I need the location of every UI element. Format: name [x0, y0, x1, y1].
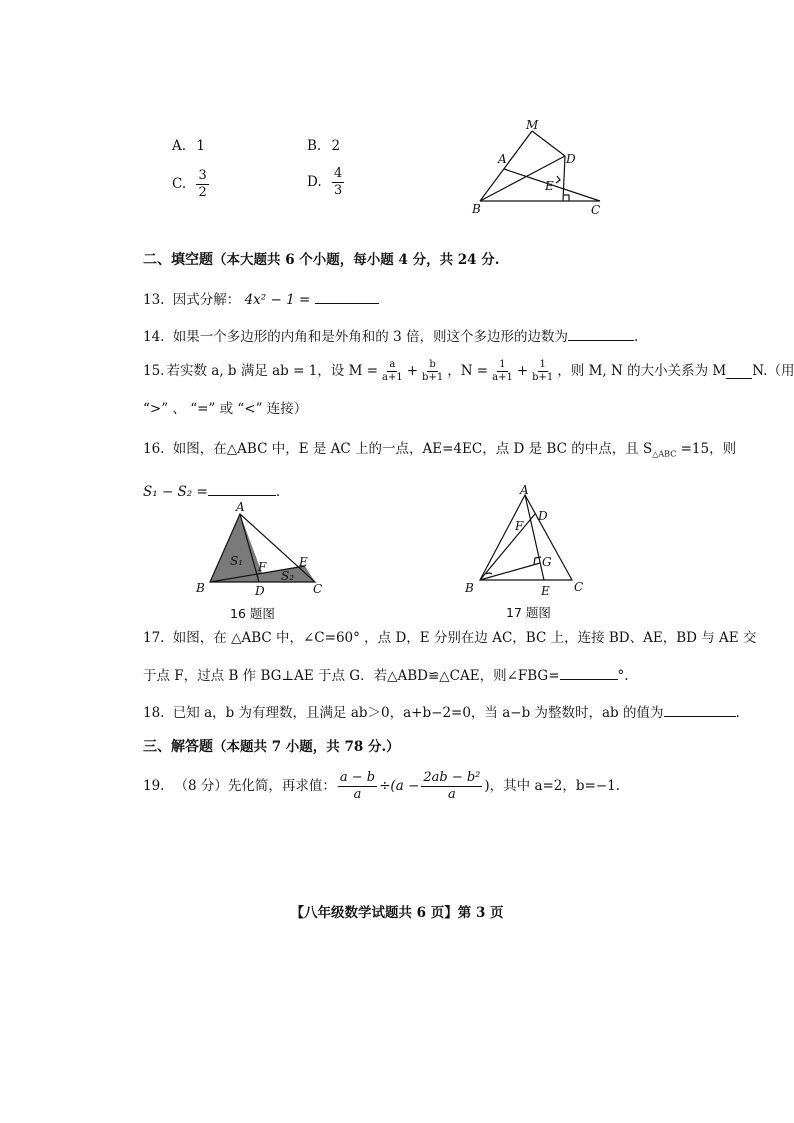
- q14-end: .: [633, 329, 639, 345]
- question-16-line-2: [143, 481, 280, 501]
- option-a-value: 1: [196, 138, 205, 154]
- fig-top-label-m: M: [526, 118, 539, 132]
- fig16-label-d: D: [255, 584, 265, 598]
- q19-f1-den: a: [353, 786, 362, 802]
- q18-end: .: [735, 705, 740, 721]
- fig16-label-b: B: [196, 581, 205, 595]
- question-19: [143, 766, 620, 806]
- fig17-label-f: F: [515, 519, 524, 533]
- q17-text: 如图，在 △ABC 中，∠C=60° ，点 D，E 分别在边 AC，BC 上，连接 BD、AE，BD 与 AE 交: [172, 630, 757, 646]
- section-2-header: [143, 251, 499, 269]
- question-17: [143, 629, 756, 647]
- q14-answer-blank: [568, 326, 634, 341]
- section-3-header: [143, 738, 400, 756]
- q16-text: 如图，在△ABC 中，E 是 AC 上的一点，AE=4EC，点 D 是 BC 的中点，且 S: [172, 441, 653, 457]
- q17-end: °.: [617, 668, 629, 684]
- q18-answer-blank: [664, 702, 736, 717]
- fig16-label-a: A: [236, 500, 245, 514]
- q13-expression: 4x² − 1 =: [244, 292, 311, 308]
- q19-number: 19.: [143, 778, 165, 794]
- page-footer: 【八年级数学试题共 6 页】第 3 页: [290, 905, 504, 921]
- option-b-label: B.: [307, 138, 322, 154]
- q19-fraction-1: [338, 770, 377, 803]
- q15-fraction-3: [490, 359, 515, 384]
- option-c-num: 3: [198, 168, 207, 183]
- option-c-label: C.: [172, 176, 187, 192]
- fig16-label-s2: S₂: [281, 569, 295, 583]
- question-14: [143, 326, 638, 346]
- q19-text: （8 分）先化简，再求值：: [174, 778, 336, 794]
- q14-number: 14.: [143, 329, 165, 345]
- figure-top: [460, 115, 620, 220]
- q19-f2-den: a: [447, 786, 456, 802]
- fig-top-label-c: C: [591, 203, 601, 217]
- option-b-value: 2: [331, 138, 341, 154]
- option-c: [172, 168, 211, 201]
- figure-17-caption: 17 题图: [506, 605, 551, 620]
- option-a: [172, 137, 205, 155]
- fig16-label-s1: S₁: [230, 554, 244, 568]
- q15-f2-den: b+1: [422, 371, 444, 383]
- q18-number: 18.: [143, 705, 165, 721]
- figure-16: [188, 500, 338, 600]
- q19-fraction-2: [421, 770, 482, 803]
- option-b: [307, 137, 340, 155]
- q15-f3-den: a+1: [492, 371, 513, 383]
- fig17-label-c: C: [574, 580, 584, 594]
- q19-f1-num: a − b: [339, 769, 376, 785]
- q15-text-1: 若实数 a, b 满足 ab = 1，设 M =: [166, 363, 379, 379]
- fig-top-label-a: A: [498, 152, 507, 166]
- q15-f3-num: 1: [499, 358, 506, 370]
- q16-answer-blank: [208, 481, 276, 496]
- q15-fraction-1: [380, 359, 405, 384]
- section-2-desc: （本大题共 6 个小题，每小题 4 分，共 24 分.: [213, 252, 500, 268]
- q16-subscript: △ABC: [652, 449, 677, 459]
- section-2-title: 二、填空题: [143, 252, 213, 268]
- option-c-den: 2: [198, 185, 207, 200]
- question-15-line-2: “>” 、 “=” 或 “<” 连接）: [143, 401, 308, 417]
- q15-f4-den: b+1: [532, 371, 554, 383]
- q16-number: 16.: [143, 441, 165, 457]
- q17-text-2: 于点 F，过点 B 作 BG⊥AE 于点 G．若△ABD≌△CAE，则∠FBG=: [143, 668, 560, 684]
- option-c-fraction: [196, 168, 208, 201]
- fig17-label-e: E: [541, 584, 550, 598]
- q15-f2-num: b: [429, 358, 436, 370]
- q18-text: 已知 a，b 为有理数，且满足 ab＞0，a+b−2=0，当 a−b 为整数时，ab 的值为: [172, 705, 664, 721]
- figure-16-caption: 16 题图: [230, 606, 275, 621]
- q15-fraction-2: [420, 359, 445, 384]
- fig17-label-g: G: [542, 555, 552, 569]
- q14-text: 如果一个多边形的内角和是外角和的 3 倍，则这个多边形的边数为: [172, 329, 568, 345]
- question-15: 15. 若实数 a, b 满足 ab = 1，设 M = $\frac{a}{a+1}$ + $\frac{b}{b+1}$ ，N = $\frac{1}{a+1}$ + $\frac{1}{b+1}$ ，则 M, N 的大小关系为 M N.（用: [143, 358, 794, 383]
- section-3-desc: （本题共 7 小题，共 78 分.）: [213, 739, 400, 755]
- option-d-fraction: [332, 166, 344, 199]
- q17-answer-blank: [560, 665, 618, 680]
- fig-top-label-b: B: [472, 202, 481, 216]
- option-d-num: 4: [333, 166, 343, 181]
- fig17-label-a: A: [520, 483, 529, 497]
- q15-f1-num: a: [389, 358, 396, 370]
- q15-number: 15.: [143, 363, 165, 379]
- option-a-label: A.: [172, 138, 187, 154]
- q19-f2-num: 2ab − b²: [423, 769, 481, 785]
- question-13: [143, 289, 379, 309]
- q16-text-2: =15，则: [676, 441, 737, 457]
- option-d: [307, 166, 346, 199]
- q17-number: 17.: [143, 630, 165, 646]
- q13-number: 13.: [143, 292, 165, 308]
- q15-text-4: N.（用: [752, 363, 794, 379]
- figure-17: [458, 483, 588, 598]
- question-17-line-2: [143, 665, 629, 685]
- fig17-label-b: B: [465, 581, 474, 595]
- q15-answer-blank: [726, 364, 752, 379]
- question-18: [143, 702, 740, 722]
- fig16-label-e: E: [299, 555, 308, 569]
- section-3-title: 三、解答题: [143, 739, 213, 755]
- q13-text: 因式分解：: [172, 292, 241, 308]
- q16-expression: S₁ − S₂ =: [143, 484, 208, 500]
- fig16-label-f: F: [258, 560, 267, 574]
- q15-fraction-4: [530, 359, 555, 384]
- q13-answer-blank: [315, 289, 379, 304]
- fig-top-label-d: D: [566, 152, 576, 166]
- fig17-label-d: D: [538, 509, 548, 523]
- q16-end: .: [275, 484, 281, 500]
- q15-text-2: ，N =: [447, 363, 489, 379]
- q19-mid: ÷(a −: [379, 778, 420, 794]
- option-d-den: 3: [333, 183, 343, 198]
- q15-text-3: ，则 M, N 的大小关系为 M: [557, 363, 727, 379]
- q15-f1-den: a+1: [382, 371, 403, 383]
- fig16-label-c: C: [313, 582, 323, 596]
- option-d-label: D.: [307, 174, 322, 190]
- fig-top-label-e: E: [545, 179, 554, 193]
- q15-f4-num: 1: [539, 358, 546, 370]
- question-16: [143, 440, 736, 464]
- q19-tail: )，其中 a=2，b=−1.: [484, 778, 621, 794]
